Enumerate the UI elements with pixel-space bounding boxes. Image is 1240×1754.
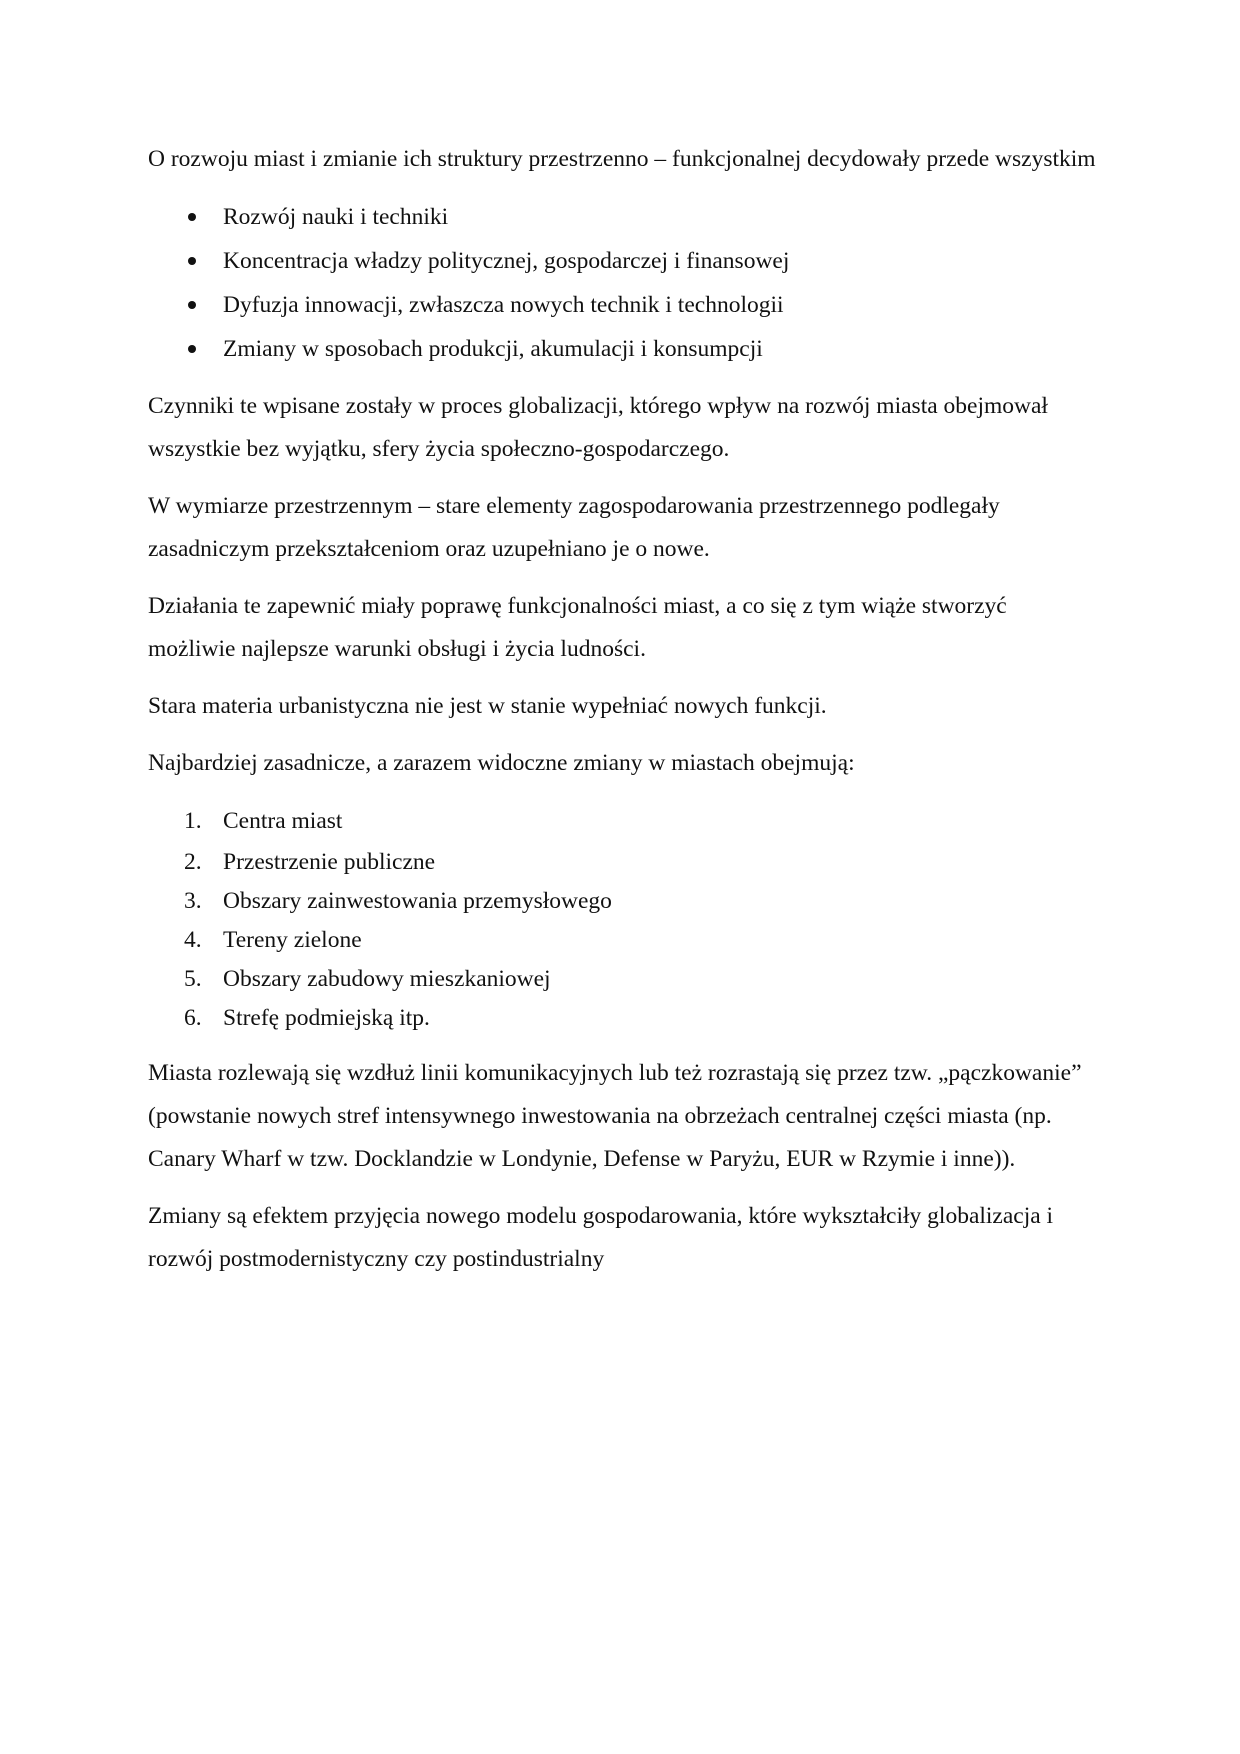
list-item: [148, 283, 1098, 327]
list-item: [148, 239, 1098, 283]
list-item: [148, 195, 1098, 239]
intro-paragraph: O rozwoju miast i zmianie ich struktury przestrzenno – funkcjonalnej decydowały przede wszystkim: [148, 146, 1096, 172]
list-number: 4.: [184, 927, 202, 953]
list-item: [148, 882, 1098, 921]
list-item-text: Dyfuzja innowacji, zwłaszcza nowych technik i technologii: [223, 292, 784, 318]
bullet-icon: [188, 345, 196, 353]
list-item: [148, 921, 1098, 960]
list-number: 2.: [184, 849, 202, 875]
list-item: [148, 843, 1098, 882]
list-item: [148, 999, 1098, 1038]
list-item: [148, 799, 1098, 843]
list-item-text: Obszary zainwestowania przemysłowego: [223, 888, 612, 914]
list-item-text: Rozwój nauki i techniki: [223, 204, 449, 230]
list-number: 6.: [184, 1005, 202, 1031]
list-item: [148, 960, 1098, 999]
list-item-text: Obszary zabudowy mieszkaniowej: [223, 966, 551, 992]
list-item-text: Koncentracja władzy politycznej, gospodarczej i finansowej: [223, 248, 790, 274]
list-number: 1.: [184, 808, 202, 834]
list-item-text: Przestrzenie publiczne: [223, 849, 436, 875]
urban-matter-paragraph: Stara materia urbanistyczna nie jest w stanie wypełniać nowych funkcji.: [148, 693, 827, 719]
changes-intro-paragraph: Najbardziej zasadnicze, a zarazem widoczne zmiany w miastach obejmują:: [148, 750, 855, 776]
list-item-text: Centra miast: [223, 808, 343, 834]
list-number: 5.: [184, 966, 202, 992]
functionality-paragraph: Działania te zapewnić miały poprawę funkcjonalności miast, a co się z tym wiąże stworzyć możliwie najlepsze warunki obsługi i życia ludności.: [148, 593, 1007, 662]
changes-numbered-list: [148, 799, 1098, 1038]
list-item-text: Tereny zielone: [223, 927, 362, 953]
document-page: [148, 138, 1098, 1295]
bullet-icon: [188, 257, 196, 265]
list-number: 3.: [184, 888, 202, 914]
bullet-icon: [188, 301, 196, 309]
bullet-icon: [188, 213, 196, 221]
globalization-paragraph: Czynniki te wpisane zostały w proces globalizacji, którego wpływ na rozwój miasta obejmował wszystkie bez wyjątku, sfery życia społeczno-gospodarczego.: [148, 393, 1048, 462]
urban-sprawl-paragraph: Miasta rozlewają się wzdłuż linii komunikacyjnych lub też rozrastają się przez tzw. „pączkowanie” (powstanie nowych stref intensywnego inwestowania na obrzeżach centralnej części miasta (np. Canary Wharf w tzw. Docklandzie w Londynie, Defense w Paryżu, EUR w Rzymie i inne)).: [148, 1060, 1082, 1172]
list-item-text: Zmiany w sposobach produkcji, akumulacji i konsumpcji: [223, 336, 763, 362]
conclusion-paragraph: Zmiany są efektem przyjęcia nowego modelu gospodarowania, które wykształciły globalizacja i rozwój postmodernistyczny czy postindustrialny: [148, 1203, 1054, 1272]
list-item-text: Strefę podmiejską itp.: [223, 1005, 430, 1031]
spatial-dimension-paragraph: W wymiarze przestrzennym – stare elementy zagospodarowania przestrzennego podlegały zasadniczym przekształceniom oraz uzupełniano je o nowe.: [148, 493, 1000, 562]
factors-bullet-list: [148, 195, 1098, 371]
list-item: [148, 327, 1098, 371]
